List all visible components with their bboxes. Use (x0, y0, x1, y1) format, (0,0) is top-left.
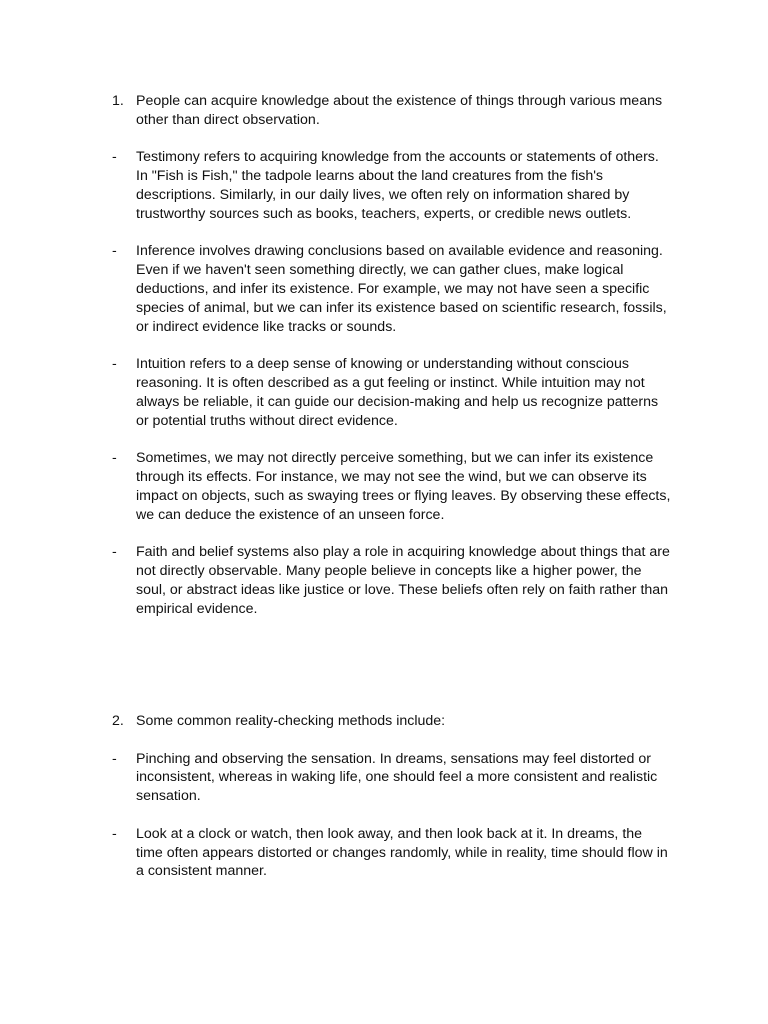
bullet-text: Faith and belief systems also play a role in acquiring knowledge about things that are not directly observable. Many people believe in concepts like a higher power, the soul, or abstract ideas like justice or love. These beliefs often rely on faith rather than empirical evidence. (136, 544, 670, 617)
bullet-item (112, 355, 672, 430)
bullet-text: Intuition refers to a deep sense of knowing or understanding without conscious reasoning. It is often described as a gut feeling or instinct. While intuition may not always be reliable, it can guide our decision-making and help us recognize patterns or potential truths without direct evidence. (136, 356, 659, 429)
item-text: Some common reality-checking methods include: (136, 713, 446, 729)
bullet-marker: - (112, 825, 117, 842)
bullet-text: Testimony refers to acquiring knowledge from the accounts or statements of others. In "Fish is Fish," the tadpole learns about the land creatures from the fish's descriptions. Similarly, in our daily lives, we often rely on information shared by trustworthy sources such as books, teachers, experts, or credible news outlets. (136, 149, 659, 222)
bullet-item (112, 825, 672, 881)
bullet-marker: - (112, 544, 117, 561)
item-number: 1. (112, 93, 124, 109)
bullet-marker: - (112, 243, 117, 260)
bullet-marker: - (112, 450, 117, 467)
section-1 (112, 92, 672, 637)
bullet-text: Pinching and observing the sensation. In dreams, sensations may feel distorted or inconsistent, whereas in waking life, one should feel a more consistent and realistic sensation. (136, 750, 658, 805)
bullet-item (112, 242, 672, 336)
bullet-item (112, 148, 672, 223)
bullet-item (112, 449, 672, 524)
item-number: 2. (112, 713, 124, 729)
item-text: People can acquire knowledge about the existence of things through various means other than direct observation. (136, 93, 663, 128)
numbered-item-2 (112, 712, 672, 731)
bullet-item (112, 543, 672, 618)
bullet-marker: - (112, 149, 117, 166)
bullet-marker: - (112, 750, 117, 767)
bullet-text: Inference involves drawing conclusions based on available evidence and reasoning. Even if we haven't seen something directly, we can gather clues, make logical deductions, and infer its existence. For example, we may not have seen a specific species of animal, but we can infer its existence based on scientific research, fossils, or indirect evidence like tracks or sounds. (136, 243, 667, 335)
bullet-text: Sometimes, we may not directly perceive something, but we can infer its existence through its effects. For instance, we may not see the wind, but we can observe its impact on objects, such as swaying trees or flying leaves. By observing these effects, we can deduce the existence of an unseen force. (136, 450, 671, 523)
bullet-item (112, 750, 672, 806)
bullet-text: Look at a clock or watch, then look away, and then look back at it. In dreams, the time often appears distorted or changes randomly, while in reality, time should flow in a consistent manner. (136, 825, 668, 880)
bullet-marker: - (112, 356, 117, 373)
numbered-item-1 (112, 92, 672, 130)
section-2 (112, 712, 672, 900)
